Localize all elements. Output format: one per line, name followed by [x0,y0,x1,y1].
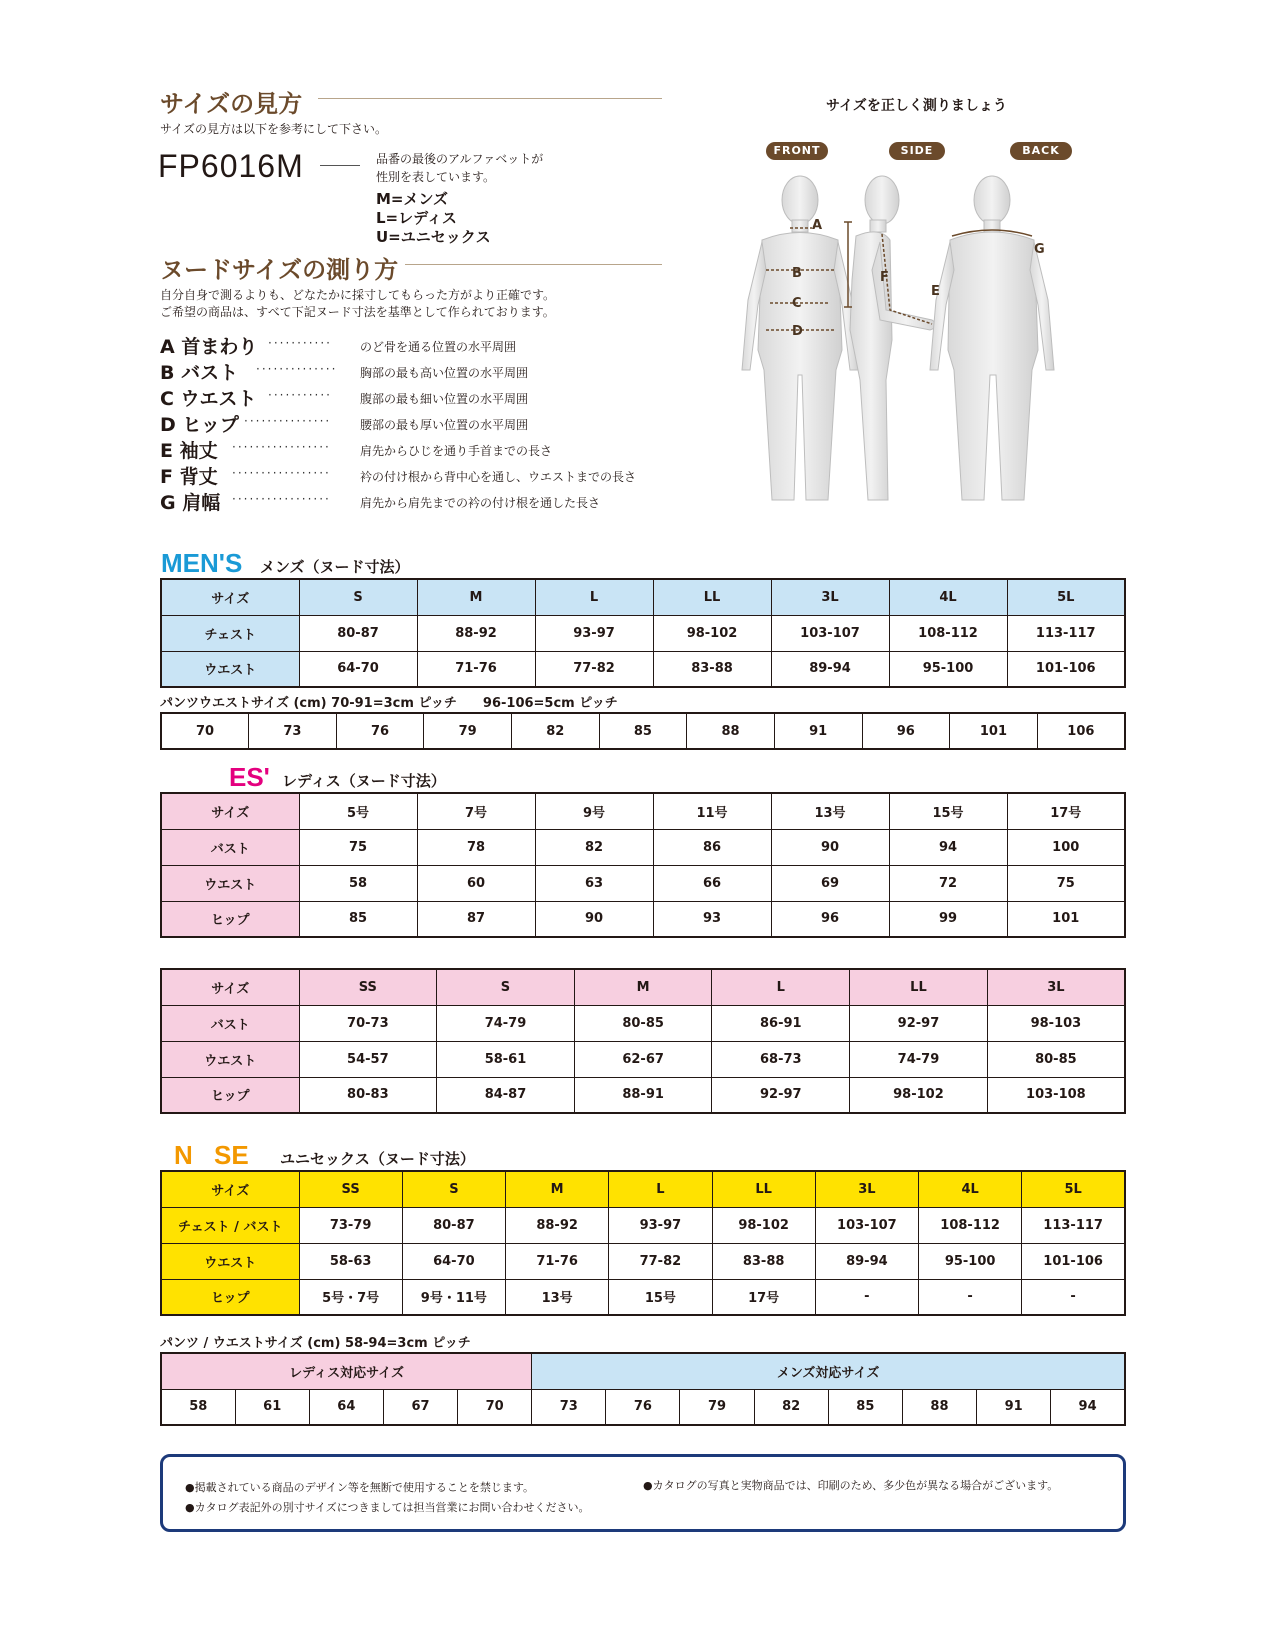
table-header-cell: サイズ [161,969,299,1005]
unisex-pants-table [160,1352,1126,1426]
table-cell: 108-112 [919,1207,1022,1243]
table-cell: 75 [299,829,417,865]
table-cell: 85 [299,901,417,937]
row-label: ヒップ [161,1279,299,1315]
measure-desc: 胸部の最も高い位置の水平周囲 [360,366,529,380]
table-cell: 58-63 [299,1243,402,1279]
table-header-row [161,969,1125,1005]
leader-dots: ··········· [268,336,332,350]
front-tag: FRONT [766,142,828,160]
table-cell: 101 [950,713,1038,749]
table-cell: 17号 [712,1279,815,1315]
table-header-cell: 11号 [653,793,771,829]
table-header-cell: サイズ [161,1171,299,1207]
measure-label: F 背丈 [160,466,218,488]
figure-title: サイズを正しく測りましょう [826,98,1007,114]
table-cell: 80-87 [299,615,417,651]
unisex-title: ユニセックス（ヌード寸法） [280,1150,475,1168]
gender-mens: M=メンズ [376,190,449,208]
mens-logo: MEN'S [161,548,243,578]
table-cell: 85 [828,1389,902,1425]
table-header-cell: 3L [815,1171,918,1207]
table-cell: 82 [535,829,653,865]
body-figure-illustration [740,170,1110,530]
table-cell: 94 [889,829,1007,865]
table-header-cell: S [437,969,575,1005]
table-row [161,865,1125,901]
table-header-cell: M [506,1171,609,1207]
table-cell: 80-83 [299,1077,437,1113]
table-cell: 64 [309,1389,383,1425]
table-row [161,1389,1125,1425]
table-header-cell: M [574,969,712,1005]
table-cell: 88-91 [574,1077,712,1113]
table-cell: 74-79 [437,1005,575,1041]
table-cell: 58 [161,1389,235,1425]
table-cell: 66 [653,865,771,901]
table-cell: 71-76 [417,651,535,687]
table-header-cell: 5L [1022,1171,1125,1207]
table-cell: 63 [535,865,653,901]
table-cell: 74-79 [850,1041,988,1077]
table-cell: 80-87 [402,1207,505,1243]
table-cell: 98-102 [653,615,771,651]
figure-letter-a: A [812,218,823,233]
table-cell: 89-94 [815,1243,918,1279]
table-cell: 70 [161,713,249,749]
gender-ladies: L=レディス [376,209,457,227]
table-cell: 93-97 [535,615,653,651]
table-header-cell: 7号 [417,793,535,829]
measure-desc: 腰部の最も厚い位置の水平周囲 [360,418,529,432]
table-cell: 79 [424,713,512,749]
table-cell: 73-79 [299,1207,402,1243]
table-header-cell: SS [299,969,437,1005]
leader-dots: ·············· [256,362,338,376]
table-header-cell: 3L [771,579,889,615]
table-cell: - [1022,1279,1125,1315]
table-header-cell: S [299,579,417,615]
table-header-cell: LL [850,969,988,1005]
table-header-cell: L [535,579,653,615]
table-cell: 64-70 [402,1243,505,1279]
table-cell: 69 [771,865,889,901]
row-label: ウエスト [161,651,299,687]
table-cell: 92-97 [850,1005,988,1041]
table-cell: 70-73 [299,1005,437,1041]
mens-title: メンズ（ヌード寸法） [260,558,410,576]
table-cell: 88 [902,1389,976,1425]
side-tag: SIDE [889,142,945,160]
measure-item-neck [160,332,660,358]
table-cell: 5号・7号 [299,1279,402,1315]
table-header-cell: M [417,579,535,615]
figure-letter-c: C [792,296,802,311]
table-header-cell: L [609,1171,712,1207]
leader-dots: ··········· [268,388,332,402]
table-header-cell: 15号 [889,793,1007,829]
table-row [161,1243,1125,1279]
mens-pants-table [160,712,1126,750]
table-cell: 106 [1037,713,1125,749]
unisex-pants-note: パンツ / ウエストサイズ (cm) 58-94=3cm ピッチ [160,1336,471,1351]
table-cell: 92-97 [712,1077,850,1113]
back-figure [930,176,1054,500]
measure-desc: 肩先から肩先までの衿の付け根を通した長さ [360,496,601,510]
table-cell: 82 [512,713,600,749]
table-cell: 71-76 [506,1243,609,1279]
mens-pants-note: パンツウエストサイズ (cm) 70-91=3cm ピッチ 96-106=5cm ピッチ [160,696,618,711]
notice-line-1: ●掲載されている商品のデザイン等を無断で使用することを禁じます。 [185,1481,534,1494]
measure-label: B バスト [160,362,239,384]
table-header-cell: SS [299,1171,402,1207]
product-code: FP6016M [158,148,304,184]
table-cell: 75 [1007,865,1125,901]
table-cell: 86 [653,829,771,865]
table-cell: 99 [889,901,1007,937]
row-label: バスト [161,829,299,865]
measure-intro-2: ご希望の商品は、すべて下記ヌード寸法を基準として作られております。 [160,305,555,319]
table-header-row [161,579,1125,615]
row-label: チェスト / バスト [161,1207,299,1243]
table-cell: 79 [680,1389,754,1425]
table-row [161,901,1125,937]
table-cell: 96 [862,713,950,749]
figure-letter-e: E [931,284,940,299]
table-cell: 9号・11号 [402,1279,505,1315]
row-label: ヒップ [161,1077,299,1113]
table-cell: 101-106 [1022,1243,1125,1279]
table-row [161,1005,1125,1041]
how-to-read-title: サイズの見方 [160,90,303,118]
measure-label: A 首まわり [160,336,258,358]
divider [405,264,662,265]
row-label: ヒップ [161,901,299,937]
how-to-measure-title: ヌードサイズの測り方 [160,256,399,284]
notice-box [160,1454,1126,1532]
leader-dots: ················· [232,440,331,454]
table-header-cell: 4L [889,579,1007,615]
table-cell: 15号 [609,1279,712,1315]
table-cell: 84-87 [437,1077,575,1113]
table-cell: 103-107 [815,1207,918,1243]
table-cell: 103-108 [987,1077,1125,1113]
table-cell: 94 [1051,1389,1125,1425]
table-cell: 101-106 [1007,651,1125,687]
table-cell: 95-100 [889,651,1007,687]
table-header-cell: S [402,1171,505,1207]
gender-unisex: U=ユニセックス [376,228,491,246]
table-cell: 67 [383,1389,457,1425]
row-label: チェスト [161,615,299,651]
notice-line-2: ●カタログの写真と実物商品では、印刷のため、多少色が異なる場合がございます。 [643,1479,1059,1492]
table-cell: 61 [235,1389,309,1425]
leader-dots: ··············· [244,414,332,428]
measure-desc: 衿の付け根から背中心を通し、ウエストまでの長さ [360,470,637,484]
table-cell: 85 [599,713,687,749]
table-cell: 76 [336,713,424,749]
leader-dots: ················· [232,466,331,480]
table-row [161,615,1125,651]
ladies-logo: ES' [229,762,270,792]
row-label: ウエスト [161,865,299,901]
table-header-row [161,1171,1125,1207]
table-cell: 91 [774,713,862,749]
measure-item-hip [160,410,660,436]
measure-label: C ウエスト [160,388,257,410]
table-cell: 58-61 [437,1041,575,1077]
table-cell: 103-107 [771,615,889,651]
notice-line-3: ●カタログ表記外の別寸サイズにつきましては担当営業にお問い合わせください。 [185,1501,590,1514]
unisex-logo: N SE [174,1140,249,1170]
table-row [161,651,1125,687]
table-cell: 101 [1007,901,1125,937]
figure-letter-d: D [792,324,803,339]
table-cell: 98-102 [850,1077,988,1113]
table-cell: 73 [249,713,337,749]
table-header-cell: L [712,969,850,1005]
measure-desc: 腹部の最も細い位置の水平周囲 [360,392,529,406]
measure-intro-1: 自分自身で測るよりも、どなたかに採寸してもらった方がより正確です。 [160,288,556,302]
table-row [161,713,1125,749]
table-cell: 93-97 [609,1207,712,1243]
code-explain-2: 性別を表しています。 [376,170,496,184]
figure-letter-g: G [1034,242,1045,257]
table-cell: 76 [606,1389,680,1425]
table-row [161,1207,1125,1243]
table-cell: 58 [299,865,417,901]
code-explain-1: 品番の最後のアルファベットが [376,152,544,166]
table-header-cell: 17号 [1007,793,1125,829]
table-cell: 83-88 [712,1243,815,1279]
table-cell: 72 [889,865,1007,901]
measure-desc: 肩先からひじを通り手首までの長さ [360,444,553,458]
table-cell: 13号 [506,1279,609,1315]
table-header-cell: 3L [987,969,1125,1005]
ladies-compatible-label: レディス対応サイズ [161,1353,532,1389]
divider [320,165,360,166]
ladies-letter-size-table [160,968,1126,1114]
measure-item-waist [160,384,660,410]
measure-label: E 袖丈 [160,440,218,462]
mens-compatible-label: メンズ対応サイズ [532,1353,1125,1389]
table-cell: 88-92 [417,615,535,651]
how-to-read-subtitle: サイズの見方は以下を参考にして下さい。 [160,122,388,136]
table-cell: 96 [771,901,889,937]
table-cell: 88 [687,713,775,749]
table-header-cell: サイズ [161,793,299,829]
measure-item-bust [160,358,660,384]
table-row [161,829,1125,865]
measure-label: G 肩幅 [160,492,221,514]
table-cell: 77-82 [609,1243,712,1279]
table-cell: 77-82 [535,651,653,687]
ladies-title: レディス（ヌード寸法） [282,772,446,790]
table-header-cell: 4L [919,1171,1022,1207]
table-cell: 86-91 [712,1005,850,1041]
table-cell: 78 [417,829,535,865]
table-cell: - [919,1279,1022,1315]
table-row [161,1077,1125,1113]
table-cell: 82 [754,1389,828,1425]
side-figure [850,176,940,500]
table-cell: 64-70 [299,651,417,687]
table-row [161,1041,1125,1077]
table-cell: 88-92 [506,1207,609,1243]
figure-letter-f: F [880,270,889,285]
table-cell: 90 [771,829,889,865]
table-cell: 62-67 [574,1041,712,1077]
table-header-cell: 5号 [299,793,417,829]
ladies-number-size-table [160,792,1126,938]
table-header-cell: 9号 [535,793,653,829]
table-cell: 80-85 [574,1005,712,1041]
measure-item-sleeve [160,436,660,462]
table-cell: 80-85 [987,1041,1125,1077]
table-cell: 113-117 [1022,1207,1125,1243]
table-cell: 98-103 [987,1005,1125,1041]
measure-label: D ヒップ [160,414,239,436]
table-header-cell: 13号 [771,793,889,829]
back-tag: BACK [1010,142,1072,160]
table-cell: 70 [458,1389,532,1425]
table-cell: - [815,1279,918,1315]
table-header-cell: LL [712,1171,815,1207]
table-cell: 68-73 [712,1041,850,1077]
table-header-cell: LL [653,579,771,615]
table-header-cell: 5L [1007,579,1125,615]
table-cell: 100 [1007,829,1125,865]
table-cell: 89-94 [771,651,889,687]
table-cell: 60 [417,865,535,901]
row-label: バスト [161,1005,299,1041]
divider [318,98,662,99]
measure-item-shoulder [160,488,660,514]
table-cell: 113-117 [1007,615,1125,651]
table-cell: 87 [417,901,535,937]
figure-letter-b: B [792,266,802,281]
table-cell: 54-57 [299,1041,437,1077]
table-cell: 83-88 [653,651,771,687]
table-cell: 90 [535,901,653,937]
table-cell: 95-100 [919,1243,1022,1279]
table-cell: 73 [532,1389,606,1425]
table-cell: 91 [977,1389,1051,1425]
unisex-size-table [160,1170,1126,1316]
row-label: ウエスト [161,1243,299,1279]
table-header-cell: サイズ [161,579,299,615]
table-cell: 93 [653,901,771,937]
table-header-row [161,1353,1125,1389]
measure-item-back-length [160,462,660,488]
row-label: ウエスト [161,1041,299,1077]
table-cell: 108-112 [889,615,1007,651]
table-row [161,1279,1125,1315]
mens-size-table [160,578,1126,688]
table-cell: 98-102 [712,1207,815,1243]
measure-desc: のど骨を通る位置の水平周囲 [360,340,517,354]
leader-dots: ················· [232,492,331,506]
table-header-row [161,793,1125,829]
